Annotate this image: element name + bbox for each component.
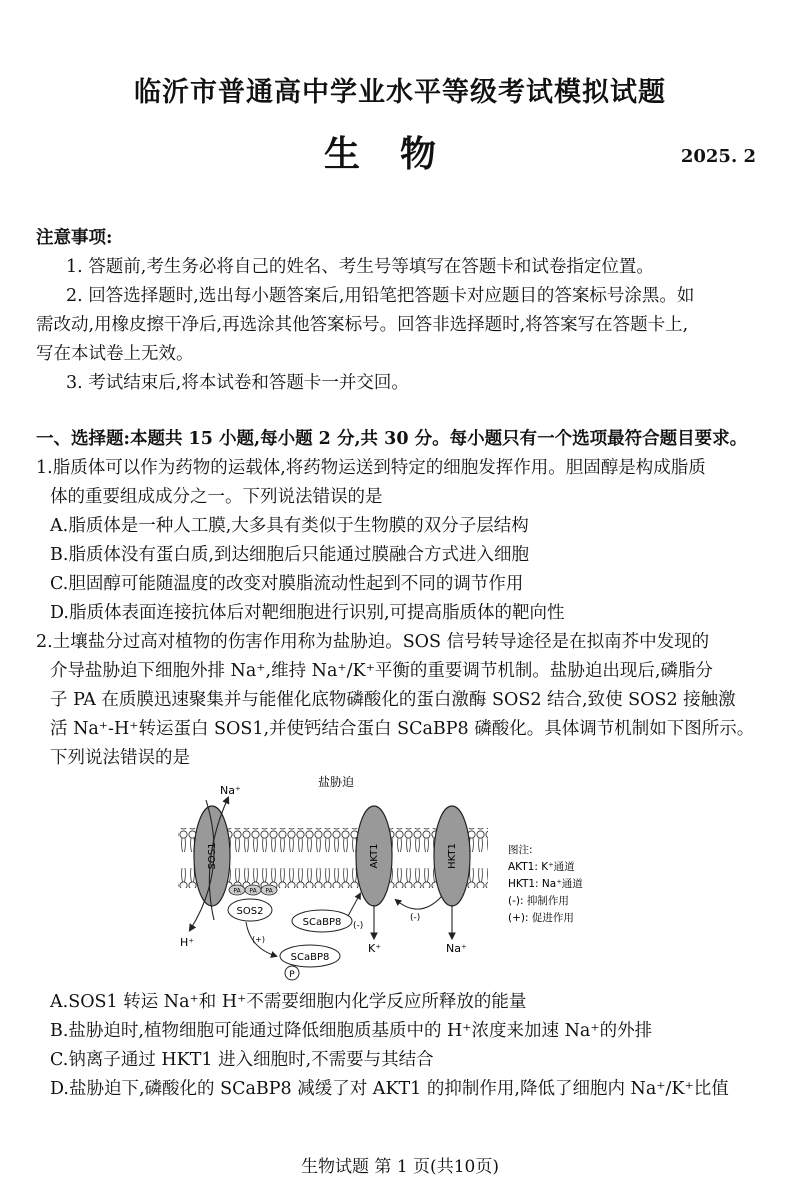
q1-stem: 1.脂质体可以作为药物的运载体,将药物运送到特定的细胞发挥作用。胆固醇是构成脂质 <box>36 458 706 478</box>
pa-label: PA <box>265 887 273 895</box>
legend-item: (-): 抑制作用 <box>508 895 569 907</box>
section-heading: 一、选择题:本题共 15 小题,每小题 2 分,共 30 分。每小题只有一个选项最符合题目要求。 <box>36 429 748 449</box>
q2-option-a: A.SOS1 转运 Na⁺和 H⁺不需要细胞内化学反应所释放的能量 <box>50 992 527 1012</box>
page-footer: 生物试题 第 1 页(共10页) <box>301 1157 499 1177</box>
na-top-label: Na⁺ <box>220 784 241 797</box>
hkt1-inhibit-arrow <box>396 896 442 909</box>
k-bottom-label: K⁺ <box>368 942 382 955</box>
note-item: 需改动,用橡皮擦干净后,再选涂其他答案标号。回答非选择题时,将答案写在答题卡上, <box>36 315 689 335</box>
q2-stem: 下列说法错误的是 <box>50 748 190 768</box>
plus-label: (+) <box>252 935 265 944</box>
q1-stem: 体的重要组成成分之一。下列说法错误的是 <box>50 487 383 507</box>
pa-label: PA <box>249 887 257 895</box>
phosphate-label: P <box>289 970 295 980</box>
legend-heading: 图注: <box>508 844 533 856</box>
note-item: 1. 答题前,考生务必将自己的姓名、考生号等填写在答题卡和试卷指定位置。 <box>66 257 654 277</box>
h-bottom-label: H⁺ <box>180 936 195 949</box>
note-item: 写在本试卷上无效。 <box>36 344 194 364</box>
pa-label: PA <box>233 887 241 895</box>
hkt1-label: HKT1 <box>447 843 458 869</box>
q1-option-c: C.胆固醇可能随温度的改变对膜脂流动性起到不同的调节作用 <box>50 574 524 594</box>
q1-option-a: A.脂质体是一种人工膜,大多具有类似于生物膜的双分子层结构 <box>50 516 529 536</box>
figure-title: 盐胁迫 <box>318 775 355 789</box>
subject-title: 生物 <box>323 133 476 175</box>
legend-item: (+): 促进作用 <box>508 912 574 924</box>
inhibit-arrow <box>348 894 360 916</box>
q1-option-b: B.脂质体没有蛋白质,到达细胞后只能通过膜融合方式进入细胞 <box>50 545 529 565</box>
q2-stem: 2.土壤盐分过高对植物的伤害作用称为盐胁迫。SOS 信号转导途径是在拟南芥中发现的 <box>36 632 710 652</box>
exam-date: 2025. 2 <box>680 146 756 167</box>
scabp8-label: SCaBP8 <box>302 917 342 928</box>
sos-pathway-figure <box>170 770 640 985</box>
minus-label-1: (-) <box>353 921 364 931</box>
q2-stem: 介导盐胁迫下细胞外排 Na⁺,维持 Na⁺/K⁺平衡的重要调节机制。盐胁迫出现后,磷脂分 <box>50 661 713 681</box>
q2-stem: 子 PA 在质膜迅速聚集并与能催化底物磷酸化的蛋白激酶 SOS2 结合,致使 SOS2 接触激 <box>50 690 736 710</box>
legend-item: HKT1: Na⁺通道 <box>508 878 583 890</box>
sos2-label: SOS2 <box>236 906 264 917</box>
legend-item: AKT1: K⁺通道 <box>508 861 575 873</box>
q1-option-d: D.脂质体表面连接抗体后对靶细胞进行识别,可提高脂质体的靶向性 <box>50 603 565 623</box>
scabp8-phospho-label: SCaBP8 <box>290 952 330 963</box>
note-item: 2. 回答选择题时,选出每小题答案后,用铅笔把答题卡对应题目的答案标号涂黑。如 <box>66 286 695 306</box>
na-bottom-label: Na⁺ <box>446 942 467 955</box>
sos1-label: SOS1 <box>207 842 218 870</box>
minus-label-2: (-) <box>410 913 421 923</box>
q2-option-b: B.盐胁迫时,植物细胞可能通过降低细胞质基质中的 H⁺浓度来加速 Na⁺的外排 <box>50 1021 653 1041</box>
note-item: 3. 考试结束后,将本试卷和答题卡一并交回。 <box>66 373 409 393</box>
notes-heading: 注意事项: <box>36 228 113 248</box>
q2-option-c: C.钠离子通过 HKT1 进入细胞时,不需要与其结合 <box>50 1050 434 1070</box>
q2-option-d: D.盐胁迫下,磷酸化的 SCaBP8 减缓了对 AKT1 的抑制作用,降低了细胞内 Na⁺/K⁺比值 <box>50 1079 729 1099</box>
akt1-label: AKT1 <box>369 843 380 869</box>
exam-title: 临沂市普通高中学业水平等级考试模拟试题 <box>134 77 666 108</box>
q2-stem: 活 Na⁺-H⁺转运蛋白 SOS1,并使钙结合蛋白 SCaBP8 磷酸化。具体调节机制如下图所示。 <box>50 719 755 739</box>
